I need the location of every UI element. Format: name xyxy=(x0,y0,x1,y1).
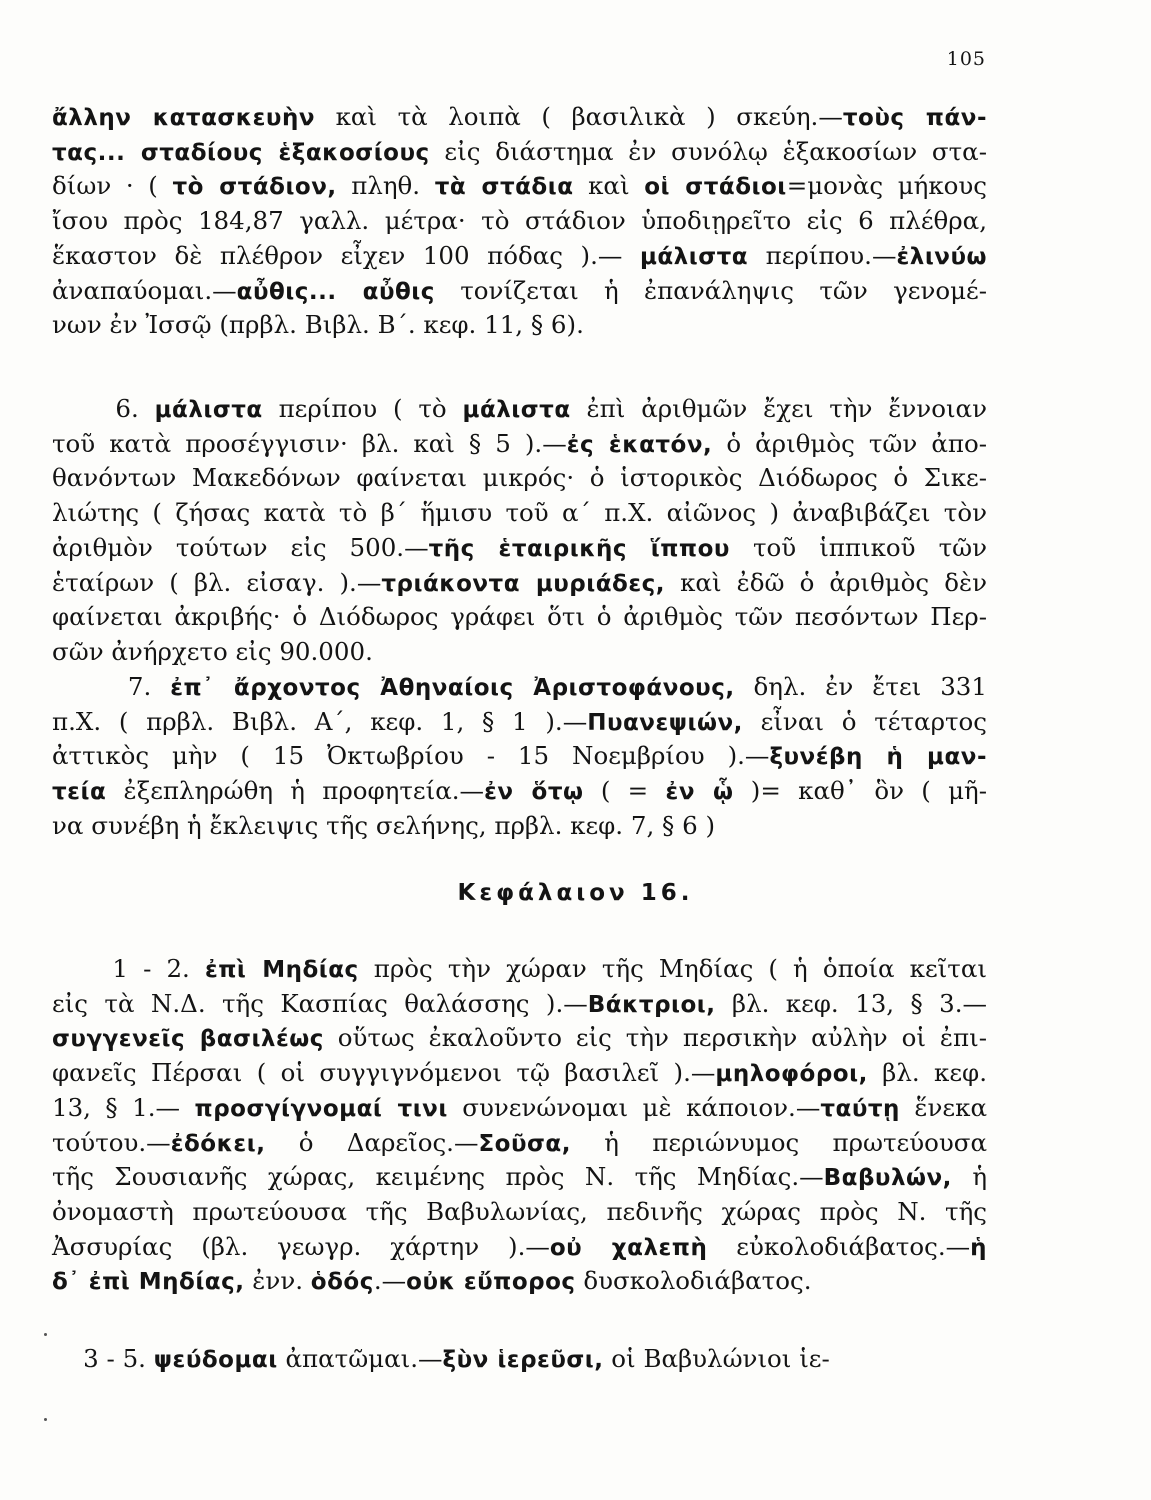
lemma-term: δ᾿ ἐπὶ Μηδίας, xyxy=(52,1269,245,1296)
gloss-text: ἕκαστον δὲ πλέθρον εἶχεν 100 πόδας ).— xyxy=(52,240,640,270)
text-line xyxy=(52,566,987,600)
text-line xyxy=(52,1195,987,1229)
gloss-text: εὐκολοδιάβατος.— xyxy=(707,1231,971,1261)
text-line xyxy=(52,600,987,634)
lemma-term: τοὺς πάν- xyxy=(842,105,987,131)
gloss-text: ἐνν. xyxy=(244,1266,311,1296)
text-line xyxy=(52,392,987,426)
text-line xyxy=(52,496,987,530)
gloss-text: θανόντων Μακεδόνων φαίνεται μικρός· ὁ ἱστορικὸς Διόδωρος ὁ Σικε- xyxy=(52,463,987,493)
lemma-term: ἐν ᾧ xyxy=(665,779,734,806)
lemma-term: ψεύδομαι xyxy=(153,1347,278,1373)
lemma-term: οἱ στάδιοι xyxy=(644,174,787,201)
text-line xyxy=(52,274,987,308)
gloss-text: πληθ. xyxy=(336,171,435,201)
text-line xyxy=(52,100,987,134)
text-line xyxy=(52,1230,987,1264)
text-line xyxy=(52,774,987,808)
gloss-text: φανεῖς Πέρσαι ( οἱ συγγιγνόμενοι τῷ βασιλεῖ ).— xyxy=(52,1058,716,1088)
lemma-term: Πυανεψιών, xyxy=(587,709,743,736)
text-line xyxy=(52,308,987,342)
text-line xyxy=(52,809,987,843)
gloss-text: 13, § 1.— xyxy=(52,1092,195,1122)
gloss-text: 6. xyxy=(52,394,155,423)
gloss-text: ἀπατῶμαι.— xyxy=(277,1344,443,1373)
text-line xyxy=(52,1091,987,1125)
gloss-text: 1 - 2. xyxy=(52,954,205,983)
gloss-text: φαίνεται ἀκριβής· ὁ Διόδωρος γράφει ὅτι ὁ ἀριθμὸς τῶν πεσόντων Περ- xyxy=(52,602,987,632)
lemma-term: ταύτῃ xyxy=(820,1095,900,1122)
gloss-text: 7. xyxy=(52,672,171,701)
gloss-text: ἐπὶ ἀριθμῶν ἔχει τὴν ἔννοιαν xyxy=(570,394,987,423)
text-line xyxy=(52,635,987,669)
gloss-text: καὶ ἐδῶ ὁ ἀριθμὸς δὲν xyxy=(665,567,987,597)
lemma-term: τας... σταδίους ἑξακοσίους xyxy=(52,139,430,166)
lemma-term: ἐν ὅτῳ xyxy=(484,779,584,806)
gloss-text: ὁ ἀριθμὸς τῶν ἀπο- xyxy=(712,428,988,458)
lemma-term: οὐ χαλεπὴ xyxy=(549,1234,708,1261)
text-line xyxy=(52,531,987,565)
gloss-text: δυσκολοδιάβατος. xyxy=(575,1266,812,1296)
gloss-text: οὕτως ἐκαλοῦντο εἰς τὴν περσικὴν αὐλὴν οἱ ἐπι- xyxy=(323,1023,987,1053)
gloss-text: Ἀσσυρίας (βλ. γεωγρ. χάρτην ).— xyxy=(52,1231,550,1261)
gloss-text: λιώτης ( ζήσας κατὰ τὸ β΄ ἥμισυ τοῦ α΄ π.Χ. αἰῶνος ) ἀναβιβάζει τὸν xyxy=(52,498,987,528)
lemma-term: τριάκοντα μυριάδες, xyxy=(381,570,665,597)
gloss-text: ( = xyxy=(583,776,666,806)
gloss-text: π.Χ. ( πρβλ. Βιβλ. Α΄, κεφ. 1, § 1 ).— xyxy=(52,706,588,736)
gloss-text: οἱ Βαβυλώνιοι ἱε- xyxy=(603,1344,830,1373)
gloss-text: ἴσου πρὸς 184,87 γαλλ. μέτρα· τὸ στάδιον ὑποδιῃρεῖτο εἰς 6 πλέθρα, xyxy=(52,206,987,236)
lemma-term: μάλιστα xyxy=(154,397,263,423)
gloss-text: εἶναι ὁ τέταρτος xyxy=(742,706,987,736)
text-line xyxy=(52,739,987,773)
lemma-term: ἡ xyxy=(970,1234,987,1261)
lemma-term: συγγενεῖς βασιλέως xyxy=(52,1026,324,1053)
text-line xyxy=(52,952,987,986)
text-line xyxy=(52,1342,987,1376)
text-line xyxy=(52,987,987,1021)
gloss-text: )= καθ᾿ ὃν ( μῆ- xyxy=(733,776,988,806)
lemma-term: ἐπ᾿ ἄρχοντος Ἀθηναίοις Ἀριστοφάνους, xyxy=(170,675,735,701)
lemma-term: τὰ στάδια xyxy=(434,174,574,201)
gloss-text: 3 - 5. xyxy=(52,1344,154,1373)
text-line xyxy=(52,1264,987,1298)
lemma-term: Βαβυλών, xyxy=(823,1165,952,1192)
lemma-term: οὐκ εὔπορος xyxy=(406,1269,576,1296)
lemma-term: μάλιστα xyxy=(639,243,749,270)
gloss-text: τῆς Σουσιανῆς χώρας, κειμένης πρὸς Ν. τῆς Μηδίας.— xyxy=(52,1162,824,1192)
gloss-text: δίων · ( xyxy=(52,171,173,201)
text-line xyxy=(52,705,987,739)
gloss-text: ἀττικὸς μὴν ( 15 Ὀκτωβρίου - 15 Νοεμβρίου ).— xyxy=(52,741,770,771)
gloss-text: τονίζεται ἡ ἐπανάληψις τῶν γενομέ- xyxy=(434,275,987,305)
text-line xyxy=(52,1056,987,1090)
lemma-term: ξυνέβη ἡ μαν- xyxy=(769,744,987,771)
text-line xyxy=(52,169,987,203)
gloss-text: περίπου.— xyxy=(748,240,897,270)
lemma-term: μηλοφόροι, xyxy=(715,1061,868,1088)
gloss-text: εἰς διάστημα ἐν συνόλῳ ἑξακοσίων στα- xyxy=(429,136,987,166)
text-line xyxy=(52,1021,987,1055)
gloss-text: ἐξεπληρώθη ἡ προφητεία.— xyxy=(106,776,485,806)
gloss-text: συνενώνομαι μὲ κάποιον.— xyxy=(447,1092,821,1122)
gloss-text: να συνέβη ἡ ἔκλειψις τῆς σελήνης, πρβλ. κεφ. 7, § 6 ) xyxy=(52,810,716,840)
lemma-term: Σοῦσα, xyxy=(478,1130,571,1157)
lemma-term: προσγίγνομαί τινι xyxy=(194,1095,448,1122)
gloss-text: τοῦ κατὰ προσέγγισιν· βλ. καὶ § 5 ).— xyxy=(52,428,567,458)
gloss-text: νων ἐν Ἰσσῷ (πρβλ. Βιβλ. Β΄. κεφ. 11, § 6). xyxy=(52,310,584,340)
text-line xyxy=(52,204,987,238)
lemma-term: ἐλινύω xyxy=(896,243,987,270)
gloss-text: =μονὰς μήκους xyxy=(786,171,987,201)
lemma-term: ἐπὶ Μηδίας xyxy=(204,957,359,983)
gloss-text: βλ. κεφ. xyxy=(867,1058,987,1088)
text-line xyxy=(52,427,987,461)
lemma-term: ἄλλην κατασκευὴν xyxy=(52,105,315,131)
gloss-text: ὀνομαστὴ πρωτεύουσα τῆς Βαβυλωνίας, πεδινῆς χώρας πρὸς Ν. τῆς xyxy=(52,1196,987,1226)
lemma-term: ξὺν ἱερεῦσι, xyxy=(442,1347,604,1373)
gloss-text: ἡ xyxy=(951,1162,987,1192)
lemma-term: Βάκτριοι, xyxy=(587,991,716,1018)
lemma-term: τεία xyxy=(52,779,107,806)
scan-speck xyxy=(44,1333,47,1336)
gloss-text: ἡ περιώνυμος πρωτεύουσα xyxy=(570,1127,988,1157)
text-line xyxy=(52,670,987,704)
lemma-term: ἐς ἑκατόν, xyxy=(566,431,713,458)
lemma-term: τῆς ἑταιρικῆς ἵππου xyxy=(428,535,730,562)
page-number: 105 xyxy=(946,48,986,70)
gloss-text: ἕνεκα xyxy=(899,1092,987,1122)
text-line xyxy=(52,461,987,495)
text-line xyxy=(52,1126,987,1160)
lemma-term: τὸ στάδιον, xyxy=(172,174,337,201)
lemma-term: ἐδόκει, xyxy=(170,1130,266,1157)
gloss-text: τοῦ ἱππικοῦ τῶν xyxy=(729,532,987,562)
gloss-text: βλ. κεφ. 13, § 3.— xyxy=(715,988,987,1018)
gloss-text: σῶν ἀνήρχετο εἰς 90.000. xyxy=(52,636,373,666)
gloss-text: πρὸς τὴν χώραν τῆς Μηδίας ( ἡ ὁποία κεῖται xyxy=(358,954,987,983)
text-line xyxy=(52,135,987,169)
lemma-term: ὁδός xyxy=(310,1269,374,1296)
lemma-term: αὖθις... αὖθις xyxy=(236,278,435,305)
text-line xyxy=(52,239,987,273)
gloss-text: ἀναπαύομαι.— xyxy=(52,275,237,305)
gloss-text: .— xyxy=(373,1266,407,1296)
gloss-text: καὶ xyxy=(573,171,645,201)
gloss-text: τούτου.— xyxy=(52,1127,171,1157)
gloss-text: ἑταίρων ( βλ. εἰσαγ. ).— xyxy=(52,567,382,597)
lemma-term: μάλιστα xyxy=(462,397,571,423)
gloss-text: δηλ. ἐν ἔτει 331 xyxy=(734,672,987,701)
gloss-text: περίπου ( τὸ xyxy=(262,394,463,423)
chapter-heading: Κεφάλαιον 16. xyxy=(457,880,694,906)
gloss-text: ὁ Δαρεῖος.— xyxy=(265,1127,479,1157)
gloss-text: ἀριθμὸν τούτων εἰς 500.— xyxy=(52,532,429,562)
gloss-text: καὶ τὰ λοιπὰ ( βασιλικὰ ) σκεύη.— xyxy=(315,102,843,131)
gloss-text: εἰς τὰ Ν.Δ. τῆς Κασπίας θαλάσσης ).— xyxy=(52,988,588,1018)
scan-speck xyxy=(44,1418,47,1421)
text-line xyxy=(52,1160,987,1194)
